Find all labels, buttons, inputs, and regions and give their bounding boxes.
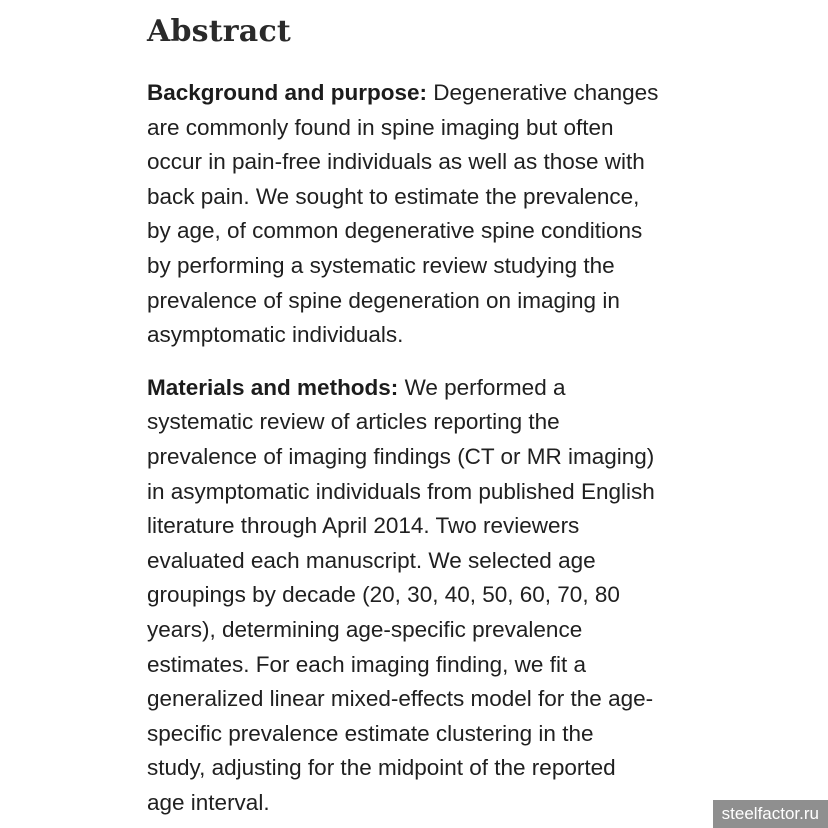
background-paragraph (147, 76, 695, 353)
abstract-section (147, 10, 695, 828)
methods-paragraph (147, 371, 695, 821)
watermark: steelfactor.ru (713, 800, 828, 828)
background-text: Degenerative changes are commonly found in spine imaging but often occur in pain-free individuals as well as those with back pain. We sought to estimate the prevalence, by age, of common degenerative spine conditions by performing a systematic review studying the prevalence of spine degeneration on imaging in asymptomatic individuals. (147, 80, 659, 348)
methods-label: Materials and methods: (147, 374, 399, 400)
background-label: Background and purpose: (147, 80, 428, 105)
abstract-heading: Abstract (147, 14, 291, 49)
methods-text: We performed a systematic review of articles reporting the prevalence of imaging findings (CT or MR imaging) in asymptomatic individuals from published English literature through April 2014. Two reviewers evaluated each manuscript. We selected age groupings by decade (20, 30, 40, 50, 60, 70, 80 years), determining age-specific prevalence estimates. For each imaging finding, we fit a generalized linear mixed-effects model for the age- specific prevalence estimate clustering in the study, adjusting for the midpoint of the reported age interval. (147, 374, 655, 815)
